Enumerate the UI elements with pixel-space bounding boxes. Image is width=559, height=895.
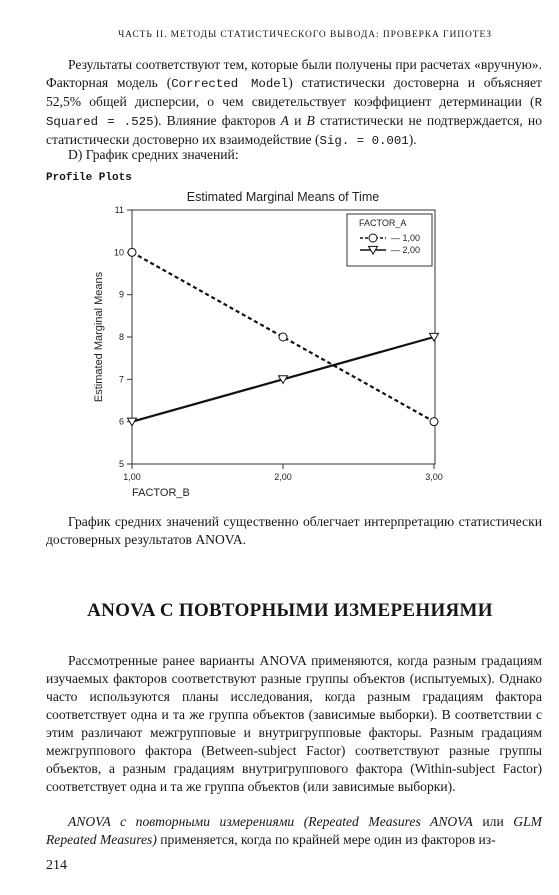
para1-text-1: Результаты соответствуют тем, которые были получены при расчетах «вручную». Факторная модель ( bbox=[46, 57, 542, 90]
y-tick-label: 9 bbox=[118, 289, 124, 300]
y-tick-label: 5 bbox=[118, 459, 124, 469]
y-tick-label: 6 bbox=[118, 416, 124, 427]
legend-swatch-marker-1 bbox=[369, 234, 377, 242]
para1-text-6: ). bbox=[408, 132, 417, 147]
y-axis bbox=[114, 205, 132, 469]
para4-italic-1: ANOVA с повторными измерениями (Repeated Measures ANOVA bbox=[68, 814, 473, 829]
para4-text-2: применяется, когда по крайней мере один из факторов из- bbox=[156, 832, 496, 847]
running-header: ЧАСТЬ II. МЕТОДЫ СТАТИСТИЧЕСКОГО ВЫВОДА: ПРОВЕРКА ГИПОТЕЗ bbox=[118, 30, 492, 40]
para3-text: Рассмотренные ранее варианты ANOVA применяются, когда разным градациям изучаемых факторов соответствуют разные группы объектов (испытуемых). Однако часто используются планы исследования, когда разным градациям фактора соответствует одна и та же группа объектов (зависимые выборки). В соответствии с этим различают межгрупповые и внутригрупповые факторы. Разным градациям межгруппового фактора (Between-subject Factor) соответствуют разные группы объектов, а разным градациям внутригруппового фактора (Within-subject Factor) соответствует одна и та же группа объектов (или зависимые выборки). bbox=[46, 653, 542, 794]
data-point-series-1 bbox=[128, 248, 136, 256]
legend bbox=[347, 214, 432, 266]
paragraph-plot-comment bbox=[46, 513, 542, 549]
data-point-series-1 bbox=[279, 333, 287, 341]
legend-entry-label: — 2,00 bbox=[391, 245, 421, 255]
paragraph-repeated-measures-intro bbox=[46, 652, 542, 796]
paragraph-rm-anova-definition bbox=[46, 813, 542, 849]
y-axis-label: Estimated Marginal Means bbox=[93, 271, 105, 403]
y-tick-label: 10 bbox=[113, 247, 124, 258]
para1-text-4: и bbox=[288, 113, 307, 128]
x-tick-label: 3,00 bbox=[425, 472, 443, 482]
factor-a-italic: A bbox=[280, 113, 289, 128]
para4-italic-2: GLM Repeated Measures) bbox=[46, 814, 542, 847]
x-tick-label: 1,00 bbox=[123, 472, 141, 482]
page-number: 214 bbox=[46, 858, 67, 873]
x-tick-label: 2,00 bbox=[274, 472, 292, 482]
para2-text: График средних значений существенно облегчает интерпретацию статистически достоверных результатов ANOVA. bbox=[46, 514, 542, 547]
para1-text-5: статистически не подтверждается, но статистически достоверно их взаимодействие ( bbox=[46, 113, 542, 147]
x-axis bbox=[123, 464, 443, 482]
legend-entry-label: — 1,00 bbox=[391, 233, 421, 243]
para1-text-3: ). Влияние факторов bbox=[153, 113, 281, 128]
y-tick-label: 7 bbox=[118, 374, 124, 385]
y-tick-label: 8 bbox=[118, 332, 124, 342]
paragraph-results bbox=[46, 56, 542, 150]
para4-text-1: или bbox=[472, 814, 514, 829]
para1-code-sig: Sig. = 0.001 bbox=[319, 134, 409, 148]
section-title: ANOVA С ПОВТОРНЫМИ ИЗМЕРЕНИЯМИ bbox=[87, 600, 493, 621]
para1-code-r-squared: R Squared = .525 bbox=[46, 96, 542, 129]
chart-title: Estimated Marginal Means of Time bbox=[186, 190, 380, 204]
x-axis-label: FACTOR_B bbox=[132, 487, 190, 499]
legend-title: FACTOR_A bbox=[359, 218, 407, 228]
factor-b-italic: B bbox=[306, 113, 315, 128]
profile-plot-chart bbox=[80, 182, 470, 504]
para1-code-corrected-model: Corrected Model bbox=[171, 77, 289, 91]
para1-text-2: ) статистически достоверна и объясняет 52,5% общей дисперсии, о чем свидетельствует коэффициент детерминации ( bbox=[46, 75, 542, 109]
item-d-heading bbox=[46, 146, 542, 164]
series-layer bbox=[128, 248, 439, 425]
item-d-text: D) График средних значений: bbox=[68, 147, 239, 162]
y-tick-label: 11 bbox=[114, 205, 124, 215]
profile-plots-label: Profile Plots bbox=[46, 172, 132, 184]
data-point-series-1 bbox=[430, 418, 438, 426]
